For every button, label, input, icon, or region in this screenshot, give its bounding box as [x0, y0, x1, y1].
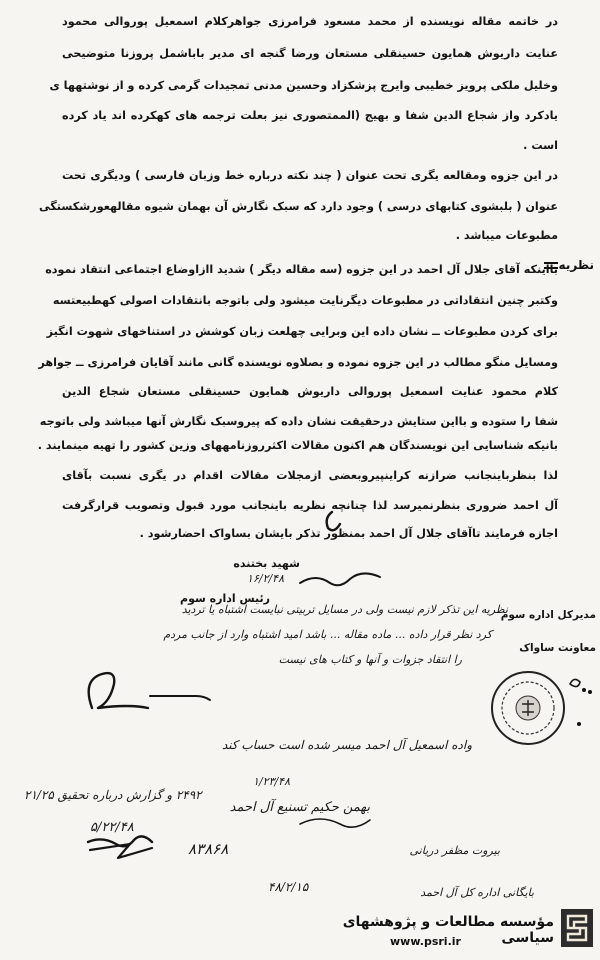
- handwritten-note-5: ۱/۲۳/۴۸: [253, 775, 290, 788]
- handwritten-note-2: کرد نظر قرار داده ... ماده مقاله ... باشد امید اشتباه وارد از جانب مردم: [163, 628, 492, 641]
- handwritten-note-10: ۵/۲۲/۴۸: [90, 820, 134, 835]
- body-line-17: آل احمد ضروری بنظرنمیرسد لذا چنانچه نظریه باینجانب مورد قبول وتصویب قرارگرفت: [62, 499, 558, 512]
- body-line-11: برای کردن مطبوعات ــ نشان داده این وبرایی چهلعت زبان کوشش در استناخهای شهوت انگیز: [46, 325, 558, 338]
- handwritten-note-1: نظریه این تذکر لازم نیست ولی در مسایل تربیتی نبایست اشتباه یا تردید: [181, 603, 508, 616]
- body-line-2: عنایت داریوش همایون حسینقلی مستعان ورضا گنجه ای مدیر باباشمل پروزنا متوضیحی: [62, 47, 558, 60]
- body-line-16: لذا بنظرباینجانب ضرازنه کراینپیروبعضی ازمجلات مقالات اقدام در یگری نسبت بآقای: [62, 469, 558, 482]
- body-line-7: عنوان ( بلبشوی کتابهای درسی ) وجود دارد که سبک نگارش آن بهمان شیوه مقالهعورشکستگی: [38, 200, 558, 213]
- handwritten-note-4: واده اسمعیل آل احمد میسر شده است حساب کند: [221, 738, 472, 752]
- body-line-9: بااینکه آقای جلال آل احمد در این جزوه (سه مقاله دیگر ) شدید اازاوضاع اجتماعی انتقاد نموده: [45, 263, 558, 276]
- body-line-4: یادکرد واز شجاع الدین شفا و بهیج (الممتصوری نیز بعلت ترجمه های کهکرده اند یاد کرده: [62, 109, 558, 122]
- handwritten-note-12: ۴۸/۲/۱۵: [268, 880, 309, 894]
- signature-stroke: [570, 679, 580, 686]
- body-line-6: در این جزوه ومقالعه یگری تحت عنوان ( چند نکته درباره خط وزبان فارسی ) ودیگری تحت: [62, 169, 558, 182]
- handwritten-note-11: بایگانی اداره کل آل احمد: [420, 886, 534, 899]
- institute-logo: [560, 908, 594, 948]
- body-line-13: کلام محمود عنایت اسمعیل پوروالی داریوش همایون حسینقلی مستعان شجاع الدین: [62, 385, 558, 398]
- signatory-title: شهید بختنده: [233, 557, 300, 570]
- body-line-12: ومسایل منگو مطالب در این جزوه نموده و بصلاوه نویسنده گانی مانند آقایان فرامرزی ــ جواهر: [38, 356, 558, 369]
- handwritten-note-7: ۸۳۸۶۸: [188, 840, 229, 858]
- signature-stroke: [89, 673, 148, 708]
- body-line-3: وخلیل ملکی پرویز خطیبی وایرج پزشکزاد وحسین مدنی تمجیدات گرمی کرده و از نوشتهها ی: [49, 79, 558, 92]
- signature-stroke: [150, 696, 210, 700]
- head-dept-3: رئیس اداره سوم: [180, 592, 270, 605]
- margin-dots: [577, 688, 592, 726]
- director-general-dept-3: مدیرکل اداره سوم: [500, 609, 596, 621]
- signature-stroke: [300, 573, 380, 585]
- body-line-15: بانیکه شناسایی این نویسندگان هم اکنون مقالات اکثرروزنامههای وزین کشور را تهیه مینمایند .: [37, 439, 558, 452]
- handwritten-note-6: بهمن حکیم تسنیع آل احمد: [229, 800, 370, 815]
- signature-stroke: [300, 819, 370, 827]
- margin-label-opinion: نظریه: [558, 258, 594, 272]
- body-line-5: است .: [523, 139, 558, 152]
- signature-stroke: [90, 844, 152, 858]
- body-line-18: اجازه فرمایند تاآقای جلال آل احمد بمنظور تذکر بایشان بساواک احضارشود .: [139, 527, 558, 540]
- signatory-date: ۱۶/۲/۴۸: [247, 572, 284, 585]
- handwritten-note-9: ۲۴۹۲ و گزارش درباره تحقیق ۲۱/۲۵: [24, 788, 202, 802]
- body-line-14: شفا را ستوده و بااین ستایش درحقیقت نشان داده که پیروسبک نگارش آنها میباشد ولی باتوجه: [39, 415, 558, 428]
- signature-stroke: [327, 512, 340, 530]
- official-stamp: [492, 672, 564, 744]
- body-line-8: مطبوعات میباشد .: [455, 229, 558, 242]
- handwritten-note-3: را انتقاد جزوات و آنها و کتاب های نیست: [278, 653, 462, 666]
- watermark-org: مؤسسه مطالعات و پژوهشهای سیاسی: [342, 914, 554, 946]
- handwritten-note-8: بیروت مظفر دریانی: [409, 844, 500, 857]
- savak-deputy: معاونت ساواک: [519, 642, 596, 654]
- body-line-1: در خاتمه مقاله نویسنده از محمد مسعود فرامرزی جواهرکلام اسمعیل پوروالی محمود: [62, 15, 558, 28]
- watermark-url: www.psri.ir: [390, 935, 461, 948]
- body-line-10: وکتبر چنین انتقاداتی در مطبوعات دیگرنایت میشود ولی باتوجه بانتقادات اصولی کهطبیعتسه: [52, 294, 558, 307]
